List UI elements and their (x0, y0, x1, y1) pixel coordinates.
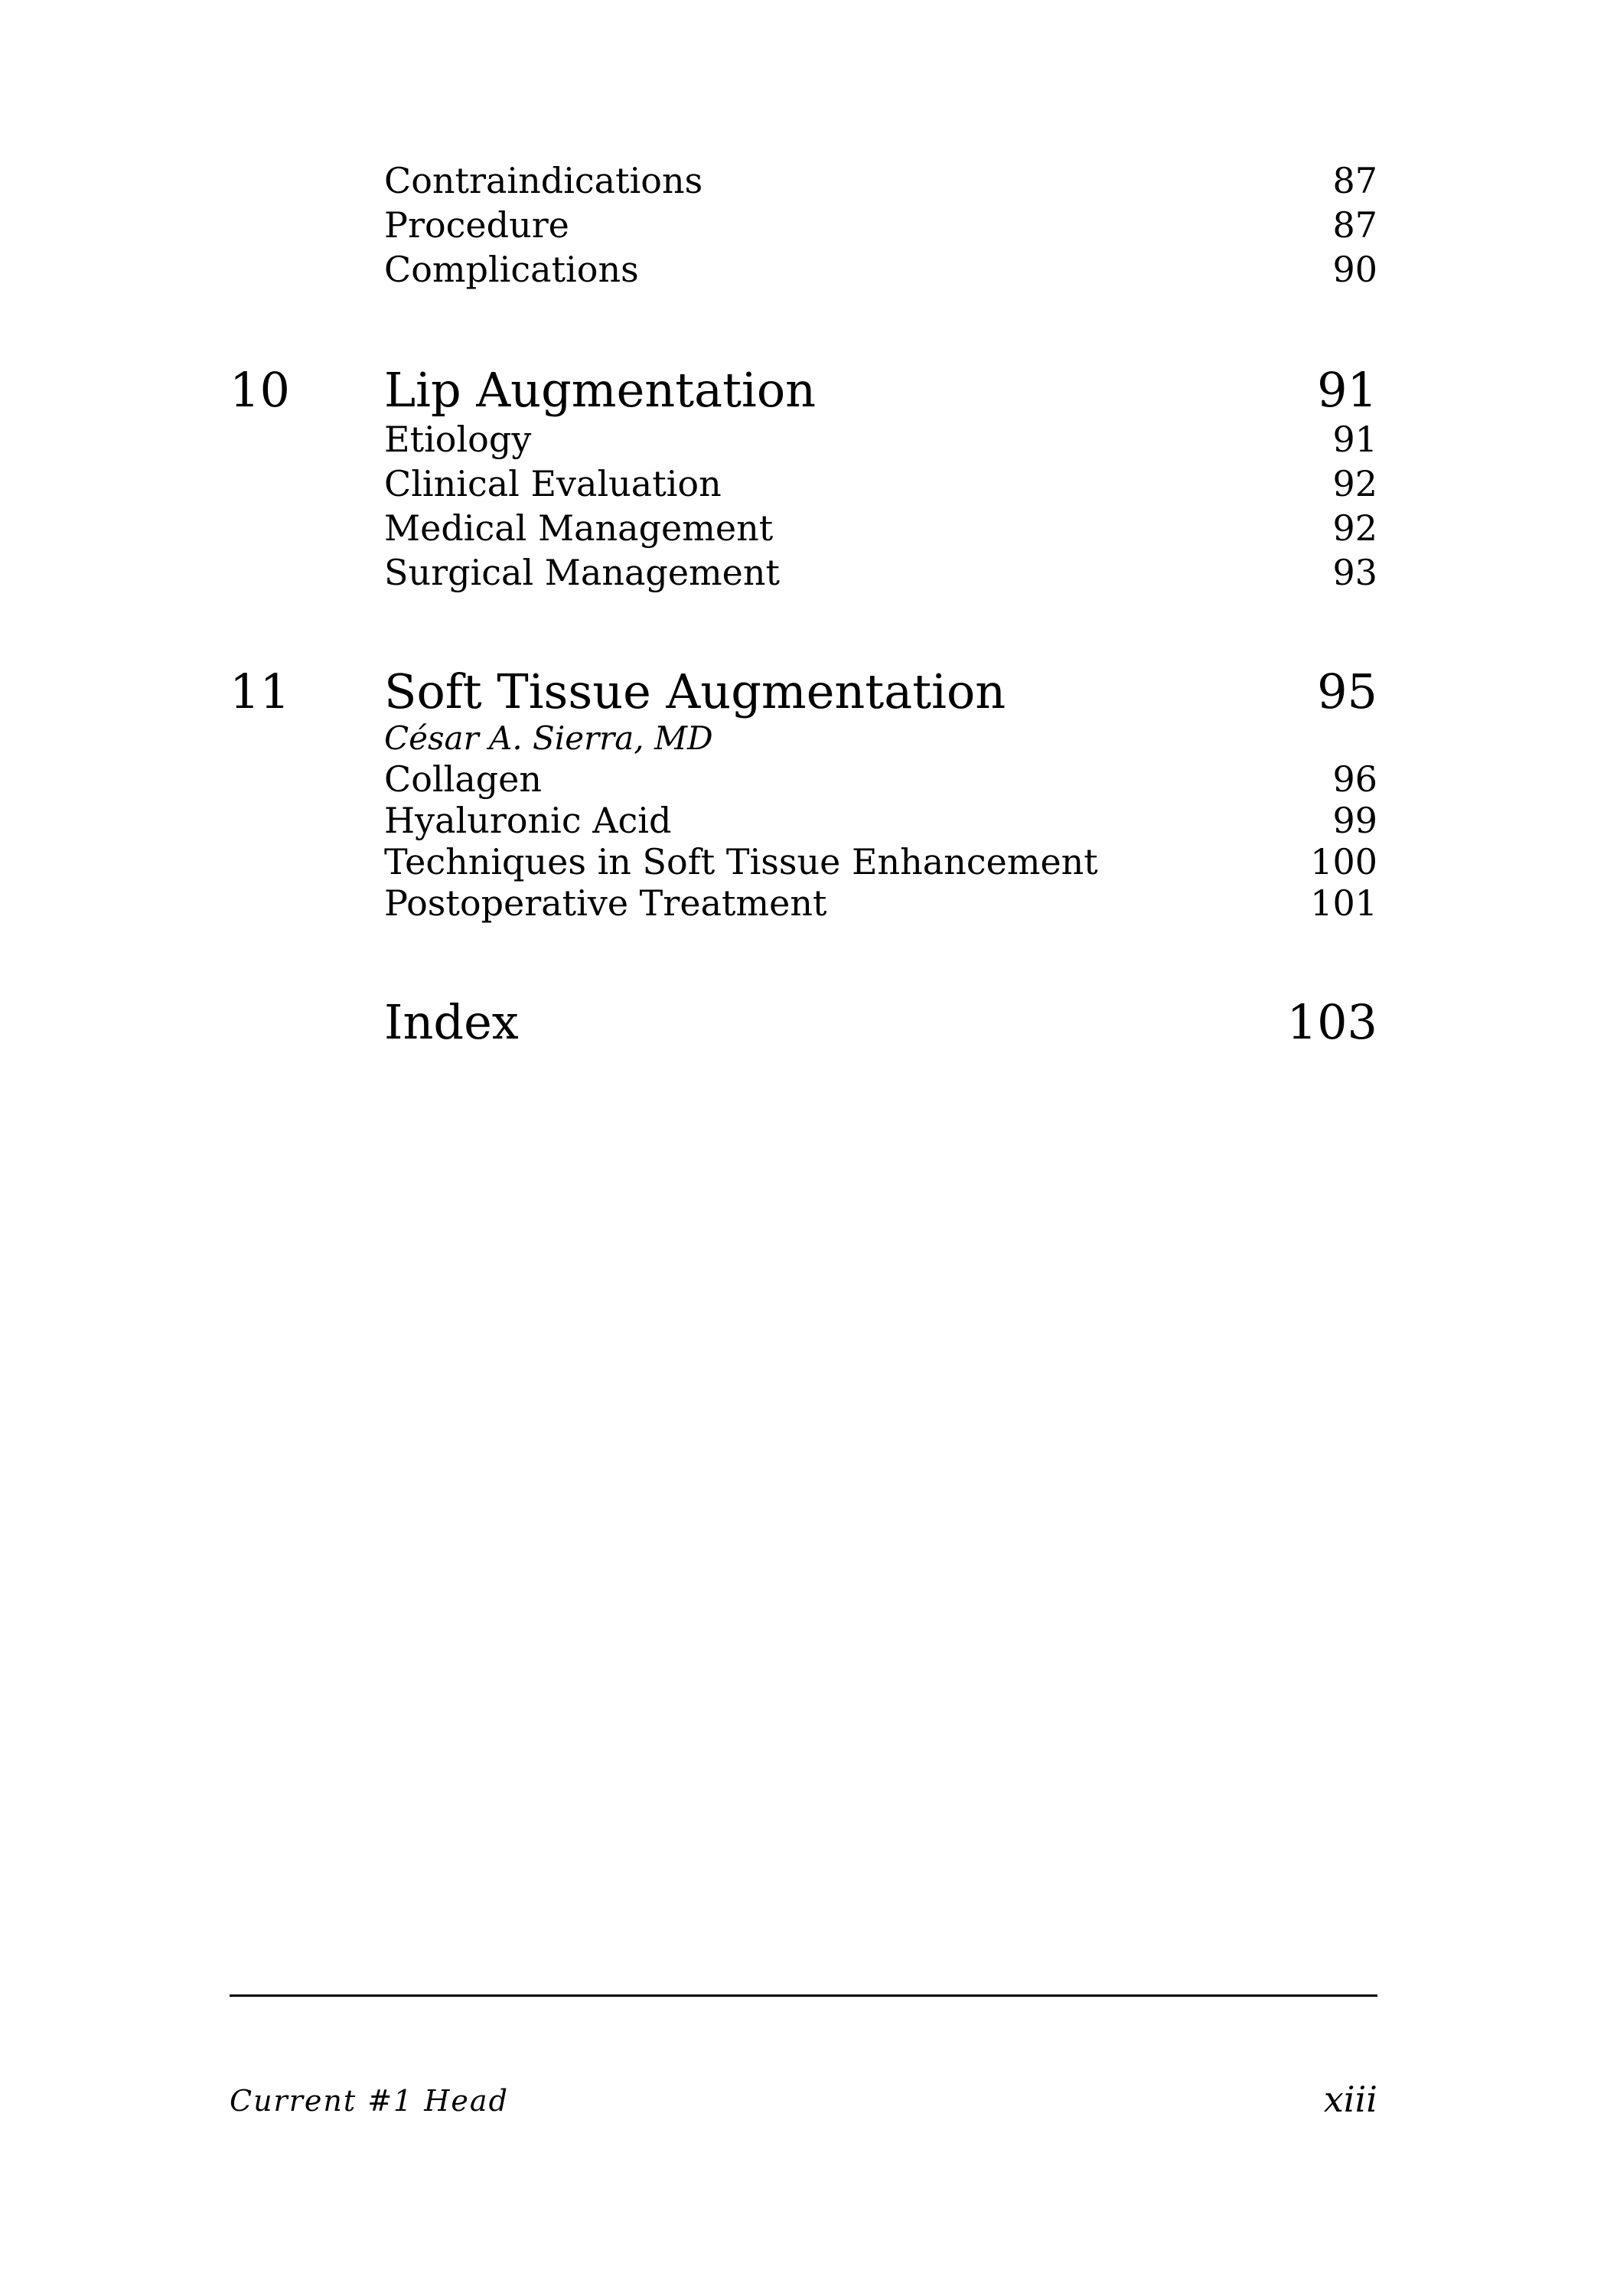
toc-entry-page: 90 (1332, 249, 1377, 290)
toc-entry-page: 92 (1332, 507, 1377, 549)
toc-entry-page: 93 (1332, 552, 1377, 593)
toc-entry-title: Clinical Evaluation (384, 463, 722, 504)
chapter-number: 10 (230, 362, 290, 418)
footer-rule (230, 1994, 1377, 1997)
toc-entry-page: 96 (1332, 758, 1377, 800)
chapter-title: Lip Augmentation (384, 362, 817, 418)
toc-entry-title: Complications (384, 249, 639, 290)
chapter-author: César A. Sierra, MD (384, 719, 713, 757)
toc-entry-page: 92 (1332, 463, 1377, 504)
toc-entry-title: Medical Management (384, 507, 774, 549)
toc-entry-title: Collagen (384, 758, 543, 800)
toc-entry-title: Surgical Management (384, 552, 781, 593)
toc-entry-page: 99 (1332, 800, 1377, 841)
toc-entry-page: 100 (1310, 841, 1377, 882)
toc-entry-title: Techniques in Soft Tissue Enhancement (384, 841, 1098, 882)
chapter-number: 11 (230, 664, 290, 719)
toc-entry-page: 101 (1310, 882, 1377, 924)
toc-entry-page: 87 (1332, 160, 1377, 201)
toc-entry-title: Etiology (384, 419, 532, 460)
page-numeral: xiii (1323, 2079, 1377, 2120)
chapter-title: Soft Tissue Augmentation (384, 664, 1006, 719)
toc-entry-title: Postoperative Treatment (384, 882, 827, 924)
toc-entry-page: 87 (1332, 204, 1377, 246)
toc-entry-title: Hyaluronic Acid (384, 800, 672, 841)
index-title: Index (384, 994, 519, 1050)
chapter-page: 91 (1317, 362, 1377, 418)
chapter-page: 95 (1317, 664, 1377, 719)
toc-entry-page: 91 (1332, 419, 1377, 460)
running-head: Current #1 Head (230, 2084, 509, 2118)
index-page: 103 (1286, 994, 1377, 1050)
toc-entry-title: Contraindications (384, 160, 703, 201)
toc-entry-title: Procedure (384, 204, 569, 246)
